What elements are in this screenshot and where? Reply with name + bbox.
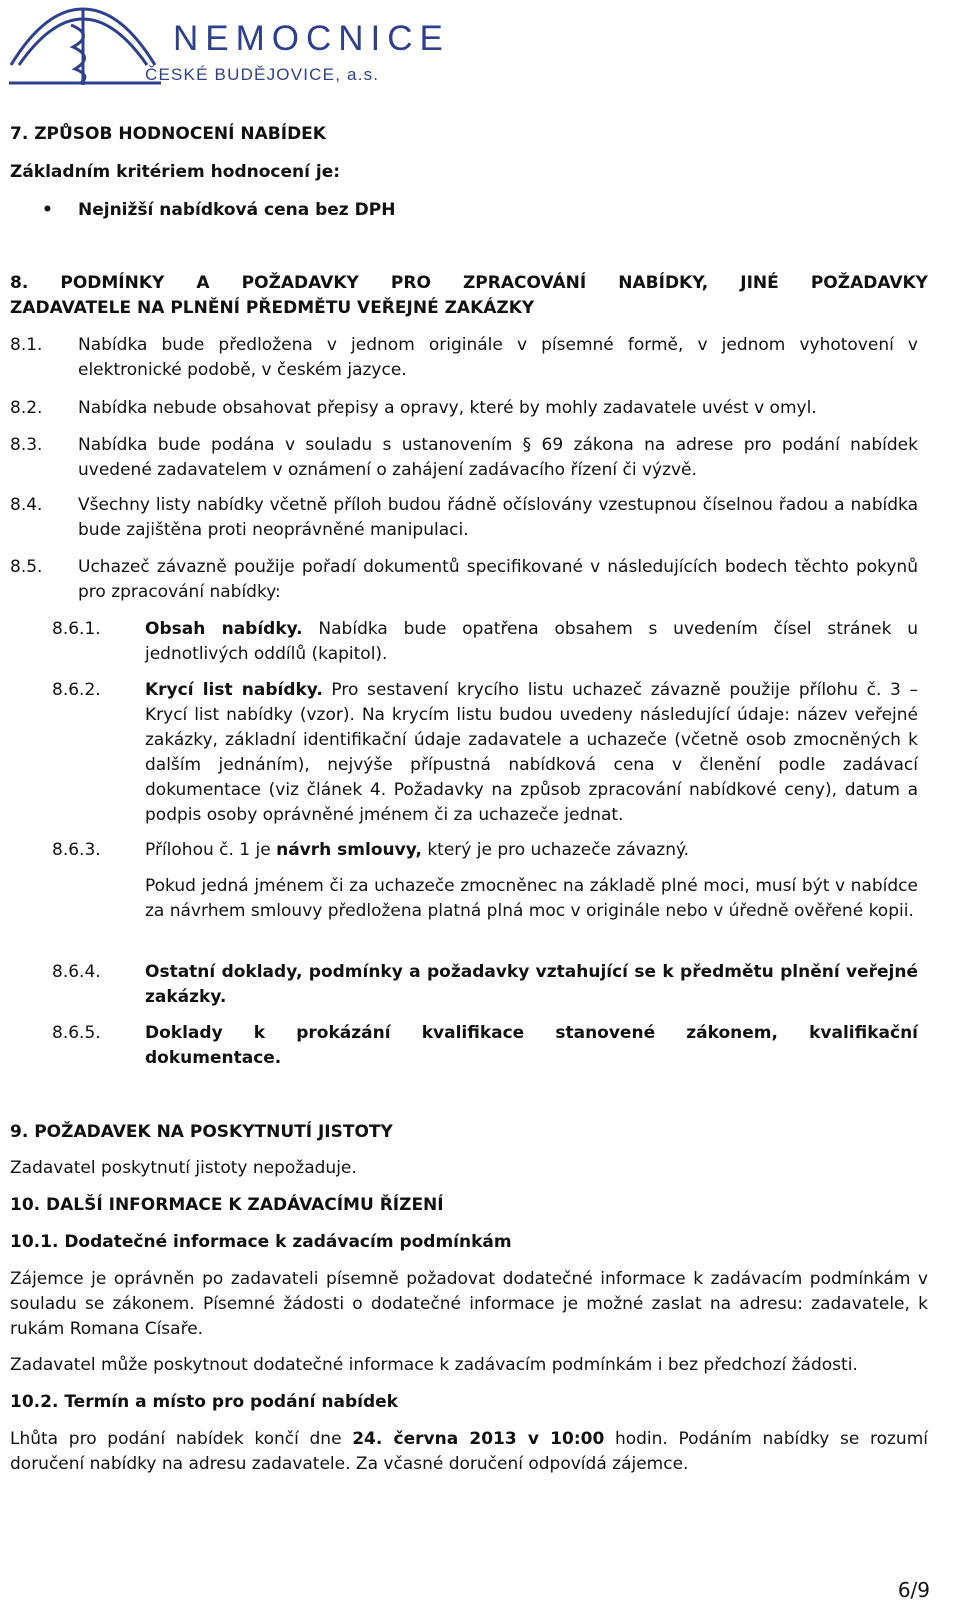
subpara-number: 8.6.4. xyxy=(52,962,101,982)
subpara-8-6-4: Ostatní doklady, podmínky a požadavky vztahující se k předmětu plnění veřejné zakázky. xyxy=(145,962,918,1007)
para-number: 8.1. xyxy=(10,335,43,355)
criterion-item xyxy=(42,198,396,223)
subpara-8-6-1 xyxy=(145,617,918,667)
para-number: 8.4. xyxy=(10,495,43,515)
subpara-number: 8.6.5. xyxy=(52,1023,101,1043)
section-8-heading-line2: ZADAVATELE NA PLNĚNÍ PŘEDMĚTU VEŘEJNÉ ZAKÁZKY xyxy=(10,298,535,318)
logo-subtitle: ČESKÉ BUDĚJOVICE, a.s. xyxy=(145,65,380,84)
subpara-title: Krycí list nabídky. xyxy=(145,680,323,700)
para-number: 8.5. xyxy=(10,557,43,577)
deadline-text: hodin. Podáním nabídky se rozumí doručení nabídky na adresu zadavatele. Za včasné doručení odpovídá zájemce. xyxy=(10,1429,928,1474)
section-10-2-para xyxy=(10,1427,928,1477)
subpara-text: který je pro uchazeče závazný. xyxy=(421,840,690,860)
section-7-heading: 7. ZPŮSOB HODNOCENÍ NABÍDEK xyxy=(10,124,326,144)
para-8-1: Nabídka bude předložena v jednom originále v písemné formě, v jednom vyhotovení v elektronické podobě, v českém jazyce. xyxy=(78,335,918,380)
section-9-text: Zadavatel poskytnutí jistoty nepožaduje. xyxy=(10,1158,357,1178)
subpara-text: Pro sestavení krycího listu uchazeč závazně použije přílohu č. 3 – Krycí list nabídky (vzor). Na krycím listu budou uvedeny následující údaje: název veřejné zakázky, základní identifikační údaje zadavatele a uchazeče (včetně osob zmocněných k dalším jednáním), nejvýše přípustná nabídková cena v členění podle zadávací dokumentace (viz článek 4. Požadavky na způsob zpracování nabídkové ceny), datum a podpis osoby oprávněné jménem či za uchazeče jednat. xyxy=(145,680,918,825)
criterion-label: Základním kritériem hodnocení je: xyxy=(10,162,341,182)
subpara-title: Obsah nabídky. xyxy=(145,619,303,639)
subpara-8-6-3-note: Pokud jedná jménem či za uchazeče zmocněnec na základě plné moci, musí být v nabídce za návrhem smlouvy předložena platná plná moc v originále nebo v úředně ověřené kopii. xyxy=(145,876,918,921)
deadline-text: Lhůta pro podání nabídek končí dne xyxy=(10,1429,353,1449)
para-8-5: Uchazeč závazně použije pořadí dokumentů specifikované v následujících bodech těchto pokynů pro zpracování nabídky: xyxy=(78,557,918,602)
criterion-text: Nejnižší nabídková cena bez DPH xyxy=(78,200,396,220)
subpara-number: 8.6.2. xyxy=(52,680,101,700)
subpara-8-6-2 xyxy=(145,678,918,828)
deadline-date: 24. června 2013 v 10:00 xyxy=(352,1429,605,1449)
subpara-title: návrh smlouvy, xyxy=(276,840,422,860)
subpara-number: 8.6.1. xyxy=(52,619,101,639)
section-10-heading: 10. DALŠÍ INFORMACE K ZADÁVACÍMU ŘÍZENÍ xyxy=(10,1195,444,1215)
para-number: 8.3. xyxy=(10,435,43,455)
section-8-heading-line1: 8. PODMÍNKY A POŽADAVKY PRO ZPRACOVÁNÍ NABÍDKY, JINÉ POŽADAVKY xyxy=(10,273,928,293)
subpara-8-6-5: Doklady k prokázání kvalifikace stanovené zákonem, kvalifikační dokumentace. xyxy=(145,1023,918,1068)
subpara-text: Nabídka bude opatřena obsahem s uvedením čísel stránek u jednotlivých oddílů (kapitol). xyxy=(145,619,918,664)
subpara-8-6-3 xyxy=(145,838,689,863)
caduceus-logo-icon xyxy=(5,5,165,87)
para-number: 8.2. xyxy=(10,398,43,418)
section-10-1-para1: Zájemce je oprávněn po zadavateli písemně požadovat dodatečné informace k zadávacím podmínkám v souladu se zákonem. Písemné žádosti o dodatečné informace je možné zaslat na adresu: zadavatele, k rukám Romana Císaře. xyxy=(10,1269,928,1339)
para-8-4: Všechny listy nabídky včetně příloh budou řádně očíslovány vzestupnou číselnou řadou a nabídka bude zajištěna proti neoprávněné manipulaci. xyxy=(78,495,918,540)
page-number: 6/9 xyxy=(897,1578,930,1602)
section-10-2-heading: 10.2. Termín a místo pro podání nabídek xyxy=(10,1392,398,1412)
para-8-2: Nabídka nebude obsahovat přepisy a opravy, které by mohly zadavatele uvést v omyl. xyxy=(78,398,817,418)
logo-name: NEMOCNICE xyxy=(173,19,450,58)
subpara-number: 8.6.3. xyxy=(52,840,101,860)
subpara-text: Přílohou č. 1 je xyxy=(145,840,277,860)
para-8-3: Nabídka bude podána v souladu s ustanovením § 69 zákona na adrese pro podání nabídek uvedené zadavatelem v oznámení o zahájení zadávacího řízení či výzvě. xyxy=(78,435,918,480)
bullet-icon: • xyxy=(42,200,53,220)
section-10-1-para2: Zadavatel může poskytnout dodatečné informace k zadávacím podmínkám i bez předchozí žádosti. xyxy=(10,1355,858,1375)
hospital-logo xyxy=(5,5,450,87)
section-9-heading: 9. POŽADAVEK NA POSKYTNUTÍ JISTOTY xyxy=(10,1122,393,1142)
section-10-1-heading: 10.1. Dodatečné informace k zadávacím podmínkám xyxy=(10,1232,512,1252)
